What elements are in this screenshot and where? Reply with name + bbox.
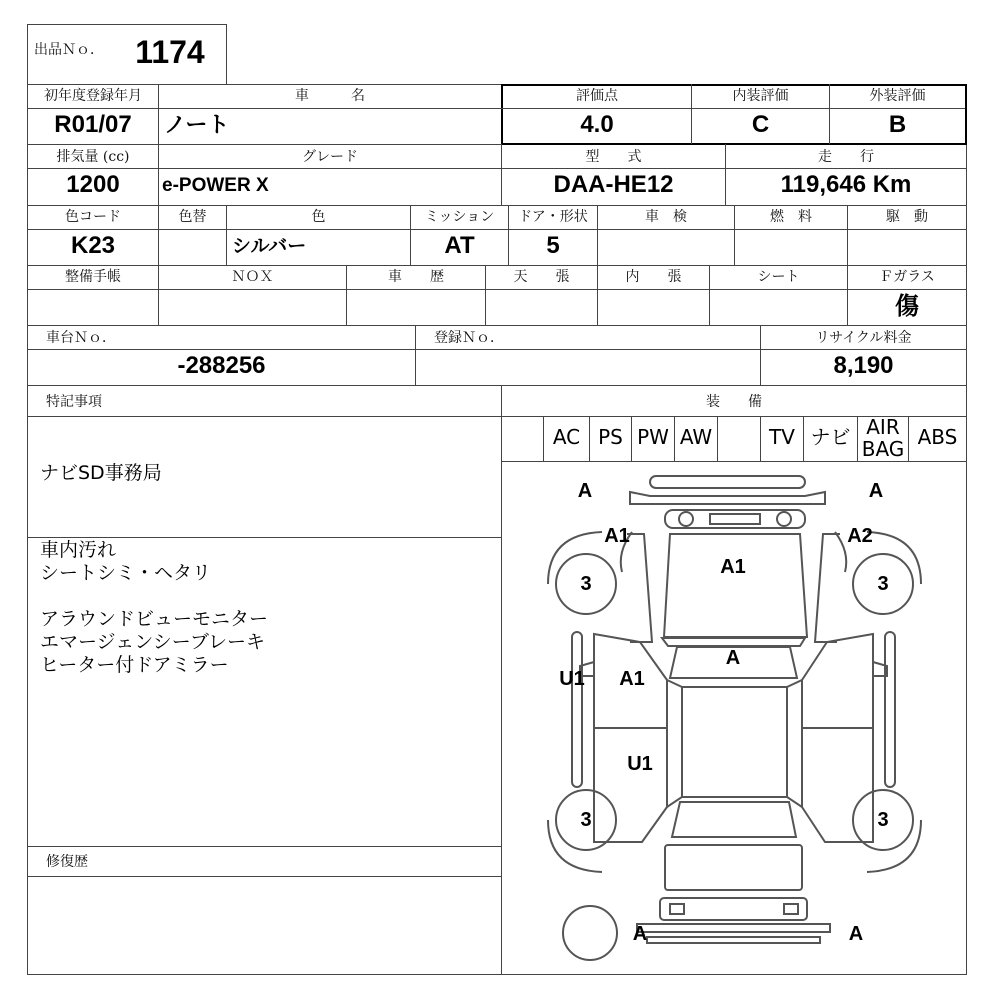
equipment-label: 装 備 xyxy=(706,394,762,410)
lot-label: 出品Ｎｏ． xyxy=(34,42,104,58)
equipment-airbag: AIR BAG xyxy=(861,415,905,461)
mark-tire-rl: 3 xyxy=(580,809,592,831)
recycle-value: 8,190 xyxy=(833,352,894,379)
interior-grade-value: C xyxy=(751,111,770,138)
equipment-aw: AW xyxy=(679,425,713,449)
mark-tire-fl: 3 xyxy=(580,573,592,595)
door-label: ドア・形状 xyxy=(518,209,588,225)
mission-label: ミッション xyxy=(424,209,495,225)
nox-label: ＮＯＸ xyxy=(231,269,274,285)
notes-label: 特記事項 xyxy=(46,394,102,410)
glass-label: Ｆガラス xyxy=(879,269,935,285)
exterior-grade-value: B xyxy=(888,111,907,138)
maintenance-label: 整備手帳 xyxy=(65,269,121,285)
glass-value: 傷 xyxy=(895,291,919,320)
model-label: 型 式 xyxy=(585,149,642,165)
car-damage-diagram xyxy=(502,462,965,973)
grade-value: e-POWER X xyxy=(162,175,269,196)
inspection-label: 車 検 xyxy=(645,209,687,225)
equipment-tv: TV xyxy=(769,425,795,449)
registration-label: 登録Ｎｏ． xyxy=(434,330,504,346)
recycle-label: リサイクル料金 xyxy=(815,330,912,346)
chassis-value: -288256 xyxy=(177,352,266,379)
history-label: 車 歴 xyxy=(388,269,444,285)
mark-rear-door-left: U1 xyxy=(627,753,653,775)
lot-number: 1174 xyxy=(135,34,205,70)
displacement-label: 排気量 (cc) xyxy=(56,149,130,165)
mileage-value: 119,646 Km xyxy=(780,171,912,198)
ceiling-label: 天 張 xyxy=(513,269,570,285)
mark-fender-left: A1 xyxy=(604,525,630,547)
first-reg-value: R01/07 xyxy=(54,111,132,138)
notes-block: 車内汚れ シートシミ・ヘタリ アラウンドビューモニター エマージェンシーブレーキ ヒーター付ドアミラー xyxy=(40,539,269,676)
seat-label: シート xyxy=(757,269,800,285)
model-value: DAA-HE12 xyxy=(553,171,674,198)
mark-windshield: A xyxy=(725,647,741,669)
equipment-navi: ナビ xyxy=(810,425,851,449)
mark-front-door-left: A1 xyxy=(619,668,645,690)
equipment-ps: PS xyxy=(598,425,623,449)
notes-line1: ナビSD事務局 xyxy=(40,462,162,484)
first-reg-label: 初年度登録年月 xyxy=(44,88,142,104)
score-label: 評価点 xyxy=(576,88,618,104)
drive-label: 駆 動 xyxy=(886,209,928,225)
fuel-label: 燃 料 xyxy=(770,209,812,225)
exterior-grade-label: 外装評価 xyxy=(869,88,926,104)
mark-side-left: U1 xyxy=(559,668,585,690)
mark-hood: A1 xyxy=(720,556,746,578)
mileage-label: 走 行 xyxy=(818,149,874,165)
score-value: 4.0 xyxy=(580,111,614,138)
interior-grade-label: 内装評価 xyxy=(732,88,789,104)
repair-label: 修復歴 xyxy=(46,854,88,870)
door-value: 5 xyxy=(546,232,560,259)
mark-fender-right: A2 xyxy=(847,525,873,547)
equipment-abs: ABS xyxy=(917,425,958,449)
mark-tire-rr: 3 xyxy=(877,809,889,831)
repaint-label: 色替 xyxy=(178,209,207,225)
color-code-value: K23 xyxy=(70,232,116,259)
color-label: 色 xyxy=(311,209,326,225)
equipment-ac: AC xyxy=(552,425,581,449)
color-value: シルバー xyxy=(232,236,307,257)
color-code-label: 色コード xyxy=(65,209,121,225)
mission-value: AT xyxy=(444,232,475,259)
grade-label: グレード xyxy=(302,149,358,165)
displacement-value: 1200 xyxy=(66,171,120,198)
car-name-label: 車 名 xyxy=(295,88,365,104)
mark-tire-fr: 3 xyxy=(877,573,889,595)
equipment-pw: PW xyxy=(637,425,669,449)
interior-trim-label: 内 張 xyxy=(625,269,682,285)
car-name-value: ノート xyxy=(164,112,230,137)
mark-rear-left: A xyxy=(632,923,648,945)
chassis-label: 車台Ｎｏ． xyxy=(46,330,116,346)
mark-front-left: A xyxy=(577,480,593,502)
mark-front-right: A xyxy=(868,480,884,502)
mark-rear-right: A xyxy=(848,923,864,945)
